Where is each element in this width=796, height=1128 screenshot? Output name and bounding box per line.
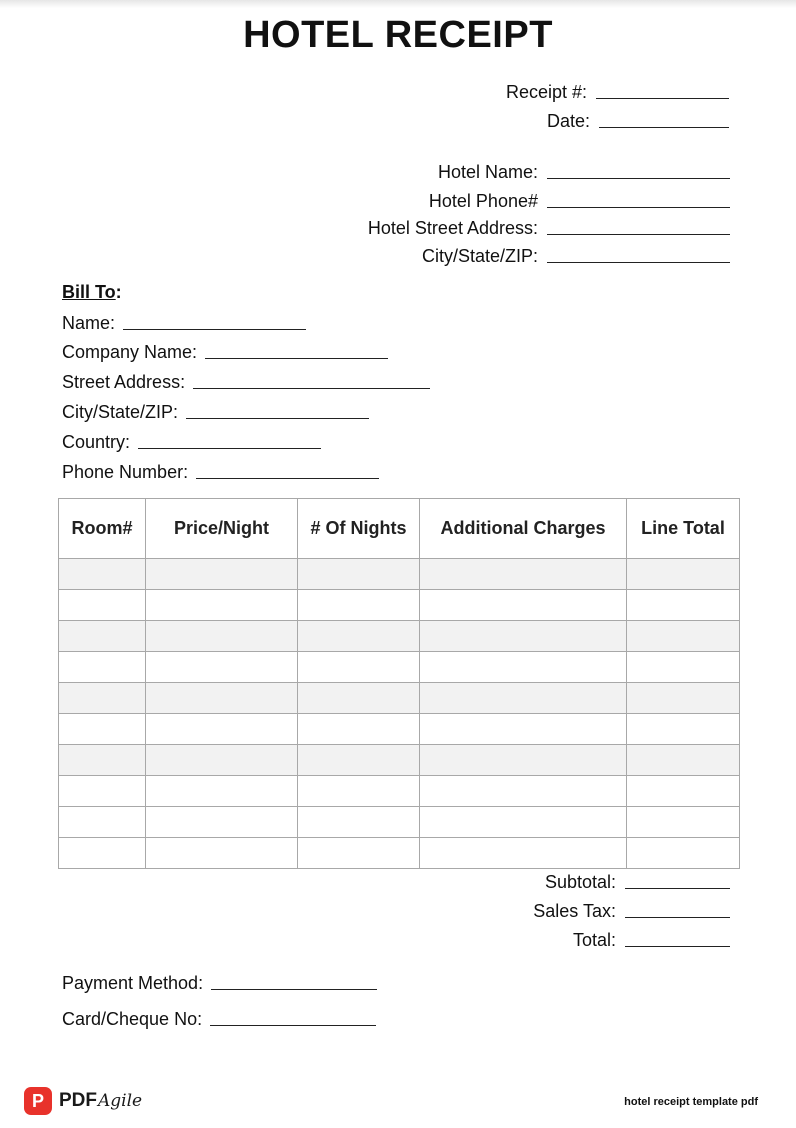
- bill-city-input[interactable]: [186, 418, 369, 419]
- hotel-name-label: Hotel Name:: [437, 162, 538, 182]
- table-cell[interactable]: [420, 559, 627, 590]
- bill-to-heading: [62, 282, 122, 303]
- table-cell[interactable]: [627, 590, 740, 621]
- table-row: [59, 559, 740, 590]
- table-cell[interactable]: [420, 652, 627, 683]
- table-cell[interactable]: [59, 621, 146, 652]
- pdfagile-logo-icon: P: [24, 1087, 52, 1115]
- hotel-street-input[interactable]: [547, 234, 730, 235]
- table-row: [59, 652, 740, 683]
- charges-table: [58, 498, 740, 869]
- table-row: [59, 683, 740, 714]
- table-row: [59, 714, 740, 745]
- payment-method-label: Payment Method:: [62, 973, 204, 993]
- table-header-row: [59, 499, 740, 559]
- table-cell[interactable]: [59, 745, 146, 776]
- table-cell[interactable]: [420, 745, 627, 776]
- table-cell[interactable]: [146, 590, 298, 621]
- payment-method-input[interactable]: [211, 989, 377, 990]
- table-cell[interactable]: [59, 683, 146, 714]
- hotel-phone-label: Hotel Phone#: [428, 191, 538, 211]
- table-cell[interactable]: [627, 838, 740, 869]
- table-cell[interactable]: [59, 590, 146, 621]
- hotel-city-field: [422, 246, 730, 267]
- table-cell[interactable]: [627, 621, 740, 652]
- table-cell[interactable]: [627, 683, 740, 714]
- table-cell[interactable]: [627, 559, 740, 590]
- bill-name-label: Name:: [62, 313, 116, 333]
- table-cell[interactable]: [146, 838, 298, 869]
- table-cell[interactable]: [420, 807, 627, 838]
- table-cell[interactable]: [59, 714, 146, 745]
- hotel-city-input[interactable]: [547, 262, 730, 263]
- hotel-phone-field: [429, 191, 730, 212]
- receipt-number-field: [506, 82, 729, 103]
- table-row: [59, 745, 740, 776]
- bill-name-input[interactable]: [123, 329, 306, 330]
- bill-company-label: Company Name:: [62, 342, 198, 362]
- sales-tax-label: Sales Tax:: [533, 901, 616, 921]
- table-cell[interactable]: [420, 838, 627, 869]
- table-cell[interactable]: [298, 776, 420, 807]
- table-cell[interactable]: [420, 714, 627, 745]
- table-row: [59, 776, 740, 807]
- receipt-number-input[interactable]: [596, 98, 729, 99]
- hotel-city-label: City/State/ZIP:: [421, 246, 538, 266]
- bill-to-heading-text: Bill To: [62, 282, 116, 302]
- table-cell[interactable]: [627, 745, 740, 776]
- table-cell[interactable]: [298, 838, 420, 869]
- bill-country-label: Country:: [62, 432, 131, 452]
- card-cheque-input[interactable]: [210, 1025, 376, 1026]
- payment-method-field: [62, 973, 377, 994]
- table-cell[interactable]: [627, 776, 740, 807]
- table-cell[interactable]: [59, 807, 146, 838]
- bill-street-field: [62, 372, 430, 393]
- bill-country-input[interactable]: [138, 448, 321, 449]
- bill-street-label: Street Address:: [62, 372, 186, 392]
- total-input[interactable]: [625, 946, 730, 947]
- bill-phone-field: [62, 462, 379, 483]
- table-cell[interactable]: [420, 621, 627, 652]
- header-price-night: Price/Night: [146, 499, 298, 559]
- table-cell[interactable]: [59, 838, 146, 869]
- hotel-phone-input[interactable]: [547, 207, 730, 208]
- bill-phone-input[interactable]: [196, 478, 379, 479]
- table-cell[interactable]: [627, 714, 740, 745]
- table-cell[interactable]: [420, 683, 627, 714]
- card-cheque-label: Card/Cheque No:: [62, 1009, 203, 1029]
- table-cell[interactable]: [298, 652, 420, 683]
- pdfagile-logo: [24, 1087, 142, 1115]
- table-cell[interactable]: [146, 559, 298, 590]
- table-cell[interactable]: [298, 590, 420, 621]
- top-shadow-bar: [0, 0, 796, 8]
- table-cell[interactable]: [298, 559, 420, 590]
- table-cell[interactable]: [59, 652, 146, 683]
- bill-country-field: [62, 432, 321, 453]
- header-line-total: Line Total: [627, 499, 740, 559]
- card-cheque-field: [62, 1009, 376, 1030]
- table-cell[interactable]: [627, 652, 740, 683]
- table-cell[interactable]: [146, 621, 298, 652]
- date-field: [547, 111, 729, 132]
- table-cell[interactable]: [146, 807, 298, 838]
- table-cell[interactable]: [146, 683, 298, 714]
- table-body: [59, 559, 740, 869]
- subtotal-label: Subtotal:: [544, 872, 616, 892]
- bill-city-field: [62, 402, 369, 423]
- footer-note: hotel receipt template pdf: [624, 1096, 758, 1108]
- table-cell[interactable]: [298, 621, 420, 652]
- table-cell[interactable]: [146, 714, 298, 745]
- table-cell[interactable]: [298, 745, 420, 776]
- sales-tax-input[interactable]: [625, 917, 730, 918]
- receipt-number-label: Receipt #:: [505, 82, 587, 102]
- header-additional-charges: Additional Charges: [420, 499, 627, 559]
- table-cell[interactable]: [627, 807, 740, 838]
- table-cell[interactable]: [298, 683, 420, 714]
- sales-tax-field: [533, 901, 730, 922]
- bill-phone-label: Phone Number:: [62, 462, 189, 482]
- table-cell[interactable]: [59, 776, 146, 807]
- date-input[interactable]: [599, 127, 729, 128]
- table-cell[interactable]: [420, 590, 627, 621]
- table-cell[interactable]: [146, 652, 298, 683]
- hotel-name-field: [438, 162, 730, 183]
- table-row: [59, 621, 740, 652]
- bill-city-label: City/State/ZIP:: [62, 402, 179, 422]
- header-room: Room#: [59, 499, 146, 559]
- table-cell[interactable]: [59, 559, 146, 590]
- table-cell[interactable]: [298, 807, 420, 838]
- subtotal-field: [545, 872, 730, 893]
- table-row: [59, 807, 740, 838]
- hotel-name-input[interactable]: [547, 178, 730, 179]
- table-cell[interactable]: [146, 776, 298, 807]
- subtotal-input[interactable]: [625, 888, 730, 889]
- bill-name-field: [62, 313, 306, 334]
- bill-company-field: [62, 342, 388, 363]
- bill-street-input[interactable]: [193, 388, 430, 389]
- pdfagile-logo-text: PDFAgile: [59, 1090, 143, 1111]
- total-label: Total:: [572, 930, 616, 950]
- table-cell[interactable]: [420, 776, 627, 807]
- hotel-street-field: [368, 218, 730, 239]
- bill-to-heading-colon: :: [115, 282, 122, 302]
- hotel-street-label: Hotel Street Address:: [367, 218, 538, 238]
- table-row: [59, 590, 740, 621]
- table-row: [59, 838, 740, 869]
- header-nights: # Of Nights: [298, 499, 420, 559]
- document-title: HOTEL RECEIPT: [243, 14, 553, 56]
- table-cell[interactable]: [146, 745, 298, 776]
- date-label: Date:: [546, 111, 590, 131]
- total-field: [573, 930, 730, 951]
- table-cell[interactable]: [298, 714, 420, 745]
- bill-company-input[interactable]: [205, 358, 388, 359]
